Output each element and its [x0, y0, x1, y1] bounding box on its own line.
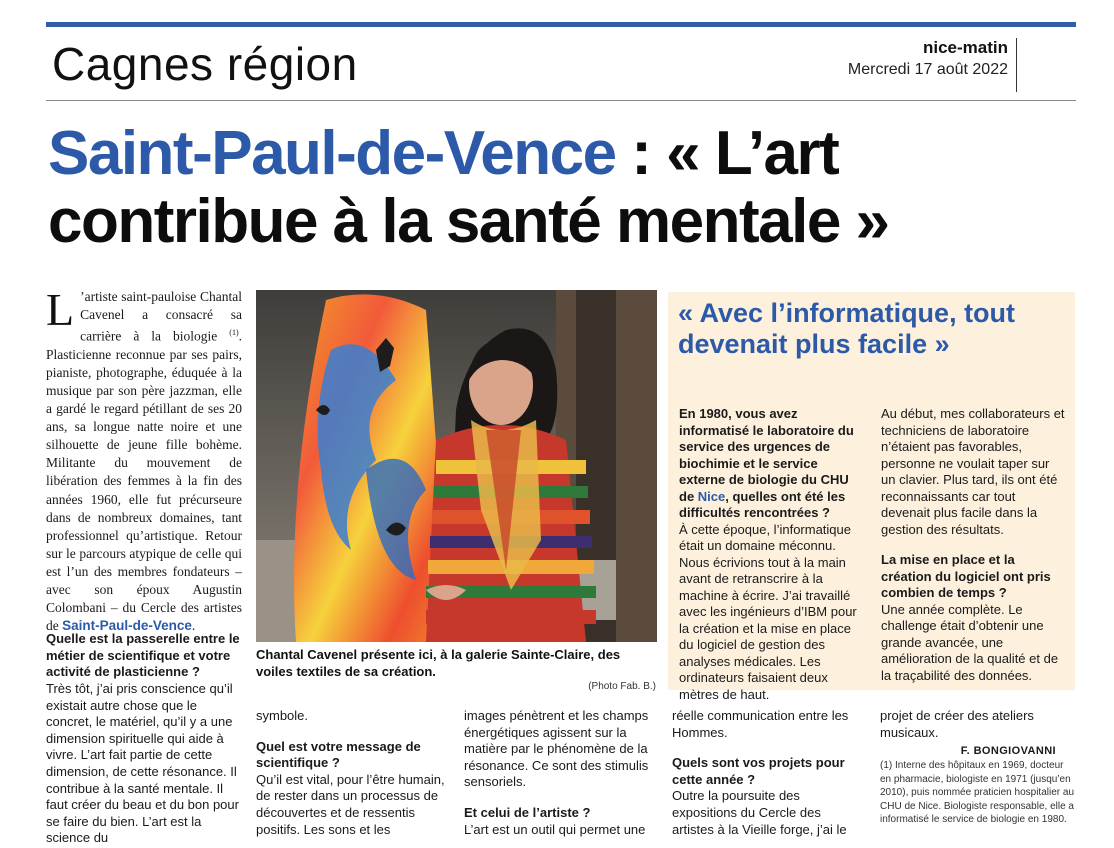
interview-question-3: Et celui de l’artiste ? — [464, 804, 591, 820]
box-question-2: La mise en place et la création du logiciel ont pris combien de temps ? — [881, 552, 1051, 600]
author-signature: F. BONGIOVANNI — [960, 745, 1056, 758]
lead-place: Saint-Paul-de-Vence — [62, 618, 192, 634]
footnote-ref: (1) — [229, 328, 239, 338]
photo-caption: Chantal Cavenel présente ici, à la galerie Sainte-Claire, des voiles textiles de sa création. — [256, 647, 621, 679]
box-q1-b: , quelles ont été les difficultés rencontrées ? — [679, 488, 846, 520]
footnote: (1) Interne des hôpitaux en 1969, docteur en pharmacie, biologiste en 1971 (jusqu’en 2010), puis nommée praticien hospitalier au CHU de Nice. Biologiste responsable, elle a informatisé le service de biologie en 1980. — [880, 760, 1074, 826]
box-q1-a: En 1980, vous avez informatisé le laboratoire du service des urgences de biochimie et le service externe de biologie du CHU de — [679, 406, 854, 504]
headline-place: Saint-Paul-de-Vence — [48, 119, 616, 188]
top-blue-rule — [46, 22, 1076, 27]
spacer — [672, 741, 864, 755]
article-column-c — [464, 708, 656, 838]
section-title: Cagnes région — [52, 38, 358, 90]
spacer — [464, 791, 656, 805]
artist-photo-illustration — [256, 290, 657, 642]
headline-line2: contribue à la santé mentale » — [48, 187, 889, 256]
drop-cap: L — [46, 284, 75, 335]
interview-question-2: Quel est votre message de scientifique ? — [256, 738, 421, 771]
interview-answer-4a: Outre la poursuite des expositions du Cercle des artistes à la Vieille forge, j’ai le — [672, 788, 847, 837]
article-column-b — [256, 708, 446, 838]
answer-1-end: symbole. — [256, 708, 309, 723]
interview-answer-2a: Qu’il est vital, pour l’être humain, de rester dans un processus de découvertes et de ressentis positifs. Les sons et les — [256, 771, 445, 837]
article-headline — [48, 120, 1078, 256]
article-column-d — [672, 708, 864, 838]
interview-answer-3b: réelle communication entre les Hommes. — [672, 708, 849, 740]
photo-credit: (Photo Fab. B.) — [588, 681, 656, 692]
interview-question-4: Quels sont vos projets pour cette année ? — [672, 755, 845, 787]
article-photo — [256, 290, 657, 642]
publication-date: Mercredi 17 août 2022 — [847, 61, 1008, 78]
newspaper-brand: nice-matin — [922, 38, 1008, 57]
spacer — [256, 725, 446, 739]
article-column-e — [880, 708, 1076, 827]
lead-end: . — [191, 618, 196, 634]
box-answer-1-cont: Au début, mes collaborateurs et techniciens de laboratoire n’étaient pas favorables, personne ne voulait taper sur un clavier. Plus tard, ils ont été reconnaissants car tout devenait plus facile dans la gestion des résultats. — [881, 406, 1065, 537]
brand-separator — [1016, 38, 1017, 92]
header-rule — [46, 100, 1076, 101]
box-column-2 — [881, 406, 1065, 684]
lead-text-b: . Plasticienne reconnue par ses pairs, pianiste, photographe, éduquée à la musique par son père jazzman, elle a gardé le regard pétillant de ses 20 ans, sa longue natte noire et une silhouette de jeune fille bohème. Militante du mouvement de libération des femmes à la fin des années 1960, elle fut précurseure dans de nombreux domaines, tant professionnel qu’artistique. Retour sur le parcours atypique de celle qui est l’un des membres fondateurs – avec son époux Augustin Colombani – du Cercle des artistes de — [46, 328, 242, 634]
lead-paragraph — [46, 284, 242, 635]
box-q1-city: Nice — [697, 488, 726, 504]
lead-text-a: ’artiste saint-pauloise Chantal Cavenel a consacré sa carrière à la biologie — [80, 289, 242, 344]
interview-answer-2b: images pénètrent et les champs énergétiques agissent sur la matière par le phénomène de la résonance. Ce sont des stimulis sensoriels. — [464, 708, 649, 790]
headline-line1-rest: : « L’art — [615, 119, 839, 188]
box-title: « Avec l’informatique, tout devenait plus facile » — [678, 298, 1016, 359]
spacer — [881, 538, 1065, 552]
interview-answer-1a: Très tôt, j’ai pris conscience qu’il existait autre chose que le concret, le matériel, qu’il y a une dimension spirituelle qui aide à vivre. L’art fait partie de cette dimension, de cette résonance. Il contribue à la santé mentale. Il faut créer du beau et du bon pour se faire du bien. L’art est la science du — [46, 681, 239, 846]
box-question-1 — [679, 406, 854, 520]
box-answer-1: À cette époque, l’informatique était un domaine méconnu. Nous écrivions tout à la main avant de retranscrire à la machine à écrire. J’ai travaillé avec les ingénieurs d’IBM pour la création et la mise en place du logiciel de gestion des analyses médicales. Les ordinateurs faisaient deux mètres de haut. — [679, 521, 857, 702]
interview-answer-4b: projet de créer des ateliers musicaux. — [880, 708, 1034, 740]
box-column-1 — [679, 406, 863, 703]
interview-answer-3a: L’art est un outil qui permet une — [464, 821, 646, 837]
box-answer-2: Une année complète. Le challenge était d’obtenir une grande avancée, une amélioration de la qualité et de la traçabilité des données. — [881, 601, 1059, 683]
interview-question-1: Quelle est la passerelle entre le métier de scientifique et votre activité de plasticienne ? — [46, 631, 240, 679]
